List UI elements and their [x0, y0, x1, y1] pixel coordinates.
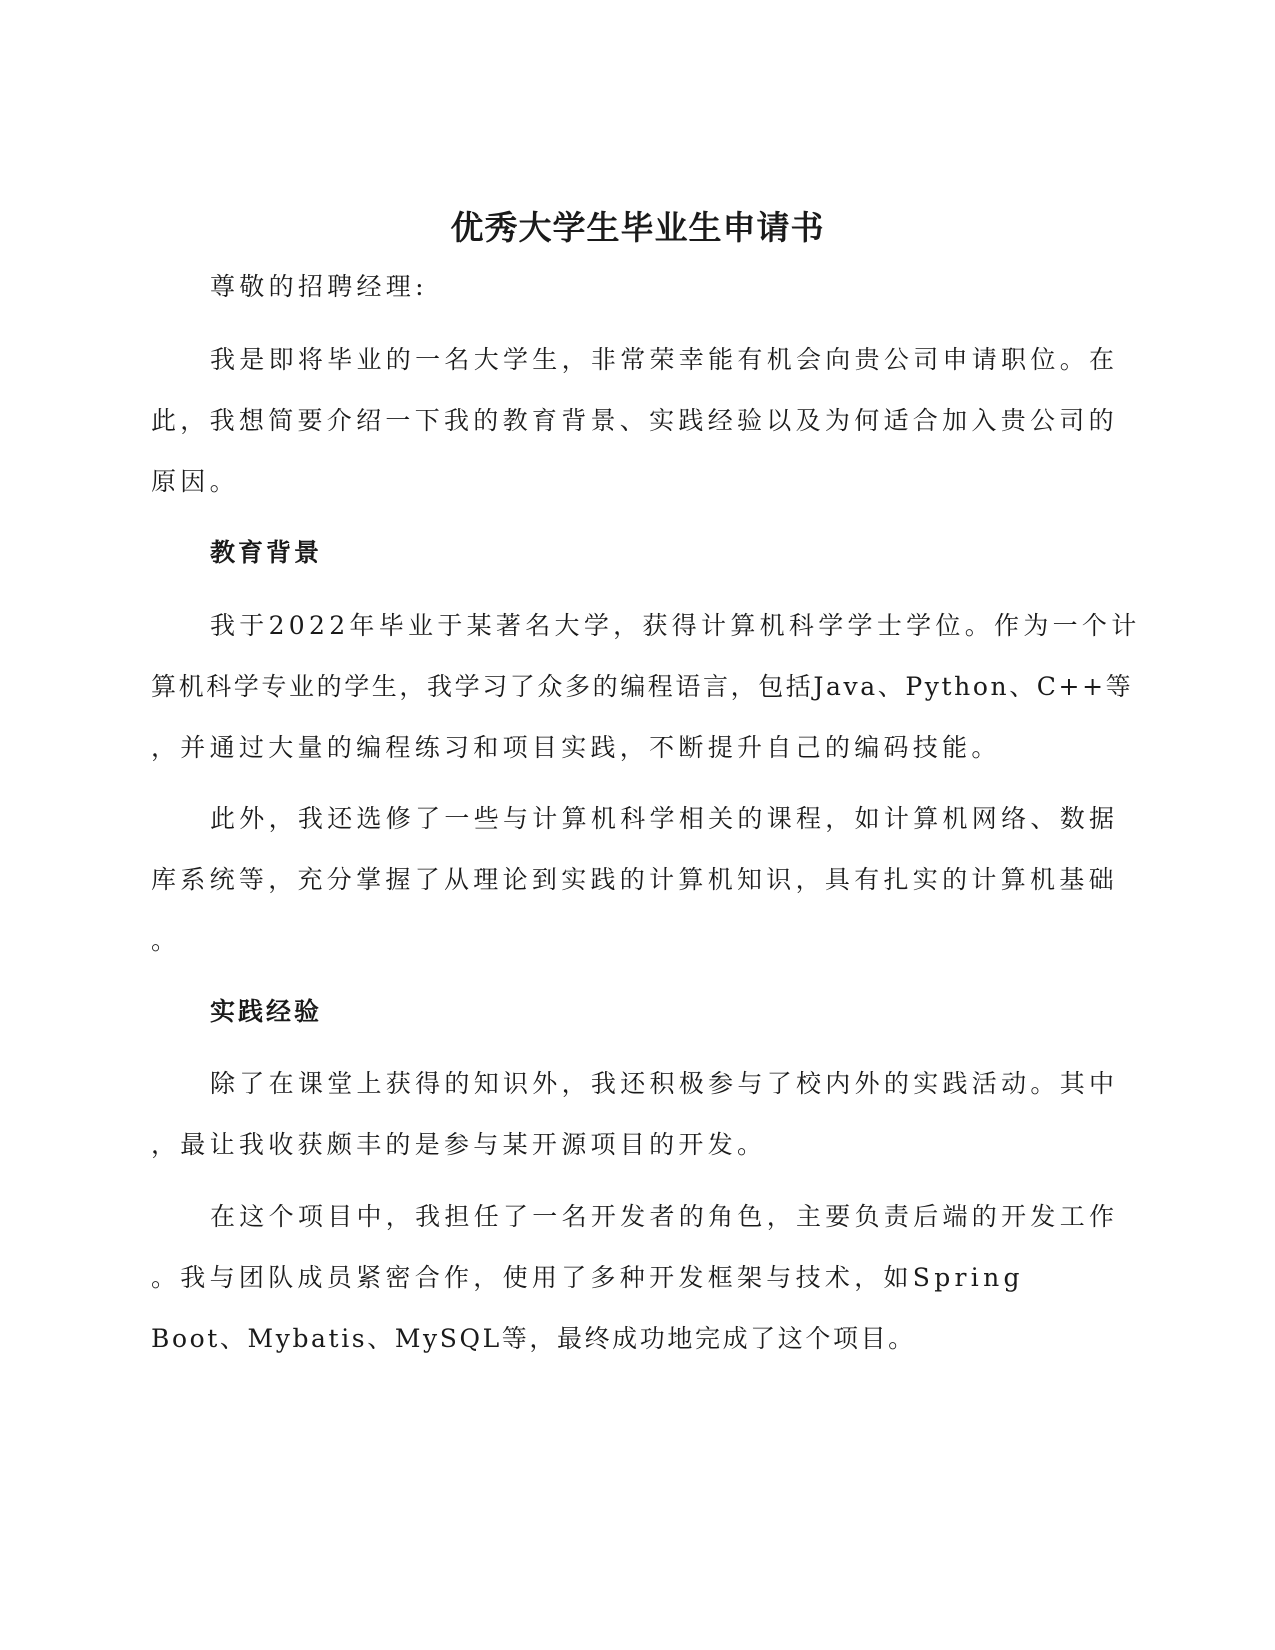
intro-line: 此，我想简要介绍一下我的教育背景、实践经验以及为何适合加入贵公司的 — [151, 406, 1118, 435]
education-paragraph-line: 。 — [151, 926, 181, 955]
practice-paragraph-line: Boot、Mybatis、MySQL等，最终成功地完成了这个项目。 — [151, 1324, 916, 1353]
intro-line: 原因。 — [151, 467, 239, 496]
salutation: 尊敬的招聘经理: — [210, 272, 428, 301]
intro-line: 我是即将毕业的一名大学生，非常荣幸能有机会向贵公司申请职位。在 — [210, 345, 1119, 374]
section-heading-practice: 实践经验 — [210, 997, 323, 1026]
practice-paragraph-line: 除了在课堂上获得的知识外，我还积极参与了校内外的实践活动。其中 — [210, 1069, 1119, 1098]
document-title: 优秀大学生毕业生申请书 — [450, 208, 825, 247]
education-paragraph-line: 此外，我还选修了一些与计算机科学相关的课程，如计算机网络、数据 — [210, 804, 1119, 833]
practice-paragraph-line: 在这个项目中，我担任了一名开发者的角色，主要负责后端的开发工作 — [210, 1202, 1119, 1231]
education-paragraph-line: 库系统等，充分掌握了从理论到实践的计算机知识，具有扎实的计算机基础 — [151, 865, 1118, 894]
education-paragraph-line: ，并通过大量的编程练习和项目实践，不断提升自己的编码技能。 — [151, 733, 1001, 762]
education-paragraph-line: 算机科学专业的学生，我学习了众多的编程语言，包括Java、Python、C++等 — [151, 672, 1134, 701]
practice-paragraph-line: 。我与团队成员紧密合作，使用了多种开发框架与技术，如Spring — [151, 1263, 1024, 1292]
practice-paragraph-line: ，最让我收获颇丰的是参与某开源项目的开发。 — [151, 1130, 767, 1159]
section-heading-education: 教育背景 — [210, 538, 323, 567]
education-paragraph-line: 我于2022年毕业于某著名大学，获得计算机科学学士学位。作为一个计 — [210, 611, 1141, 640]
